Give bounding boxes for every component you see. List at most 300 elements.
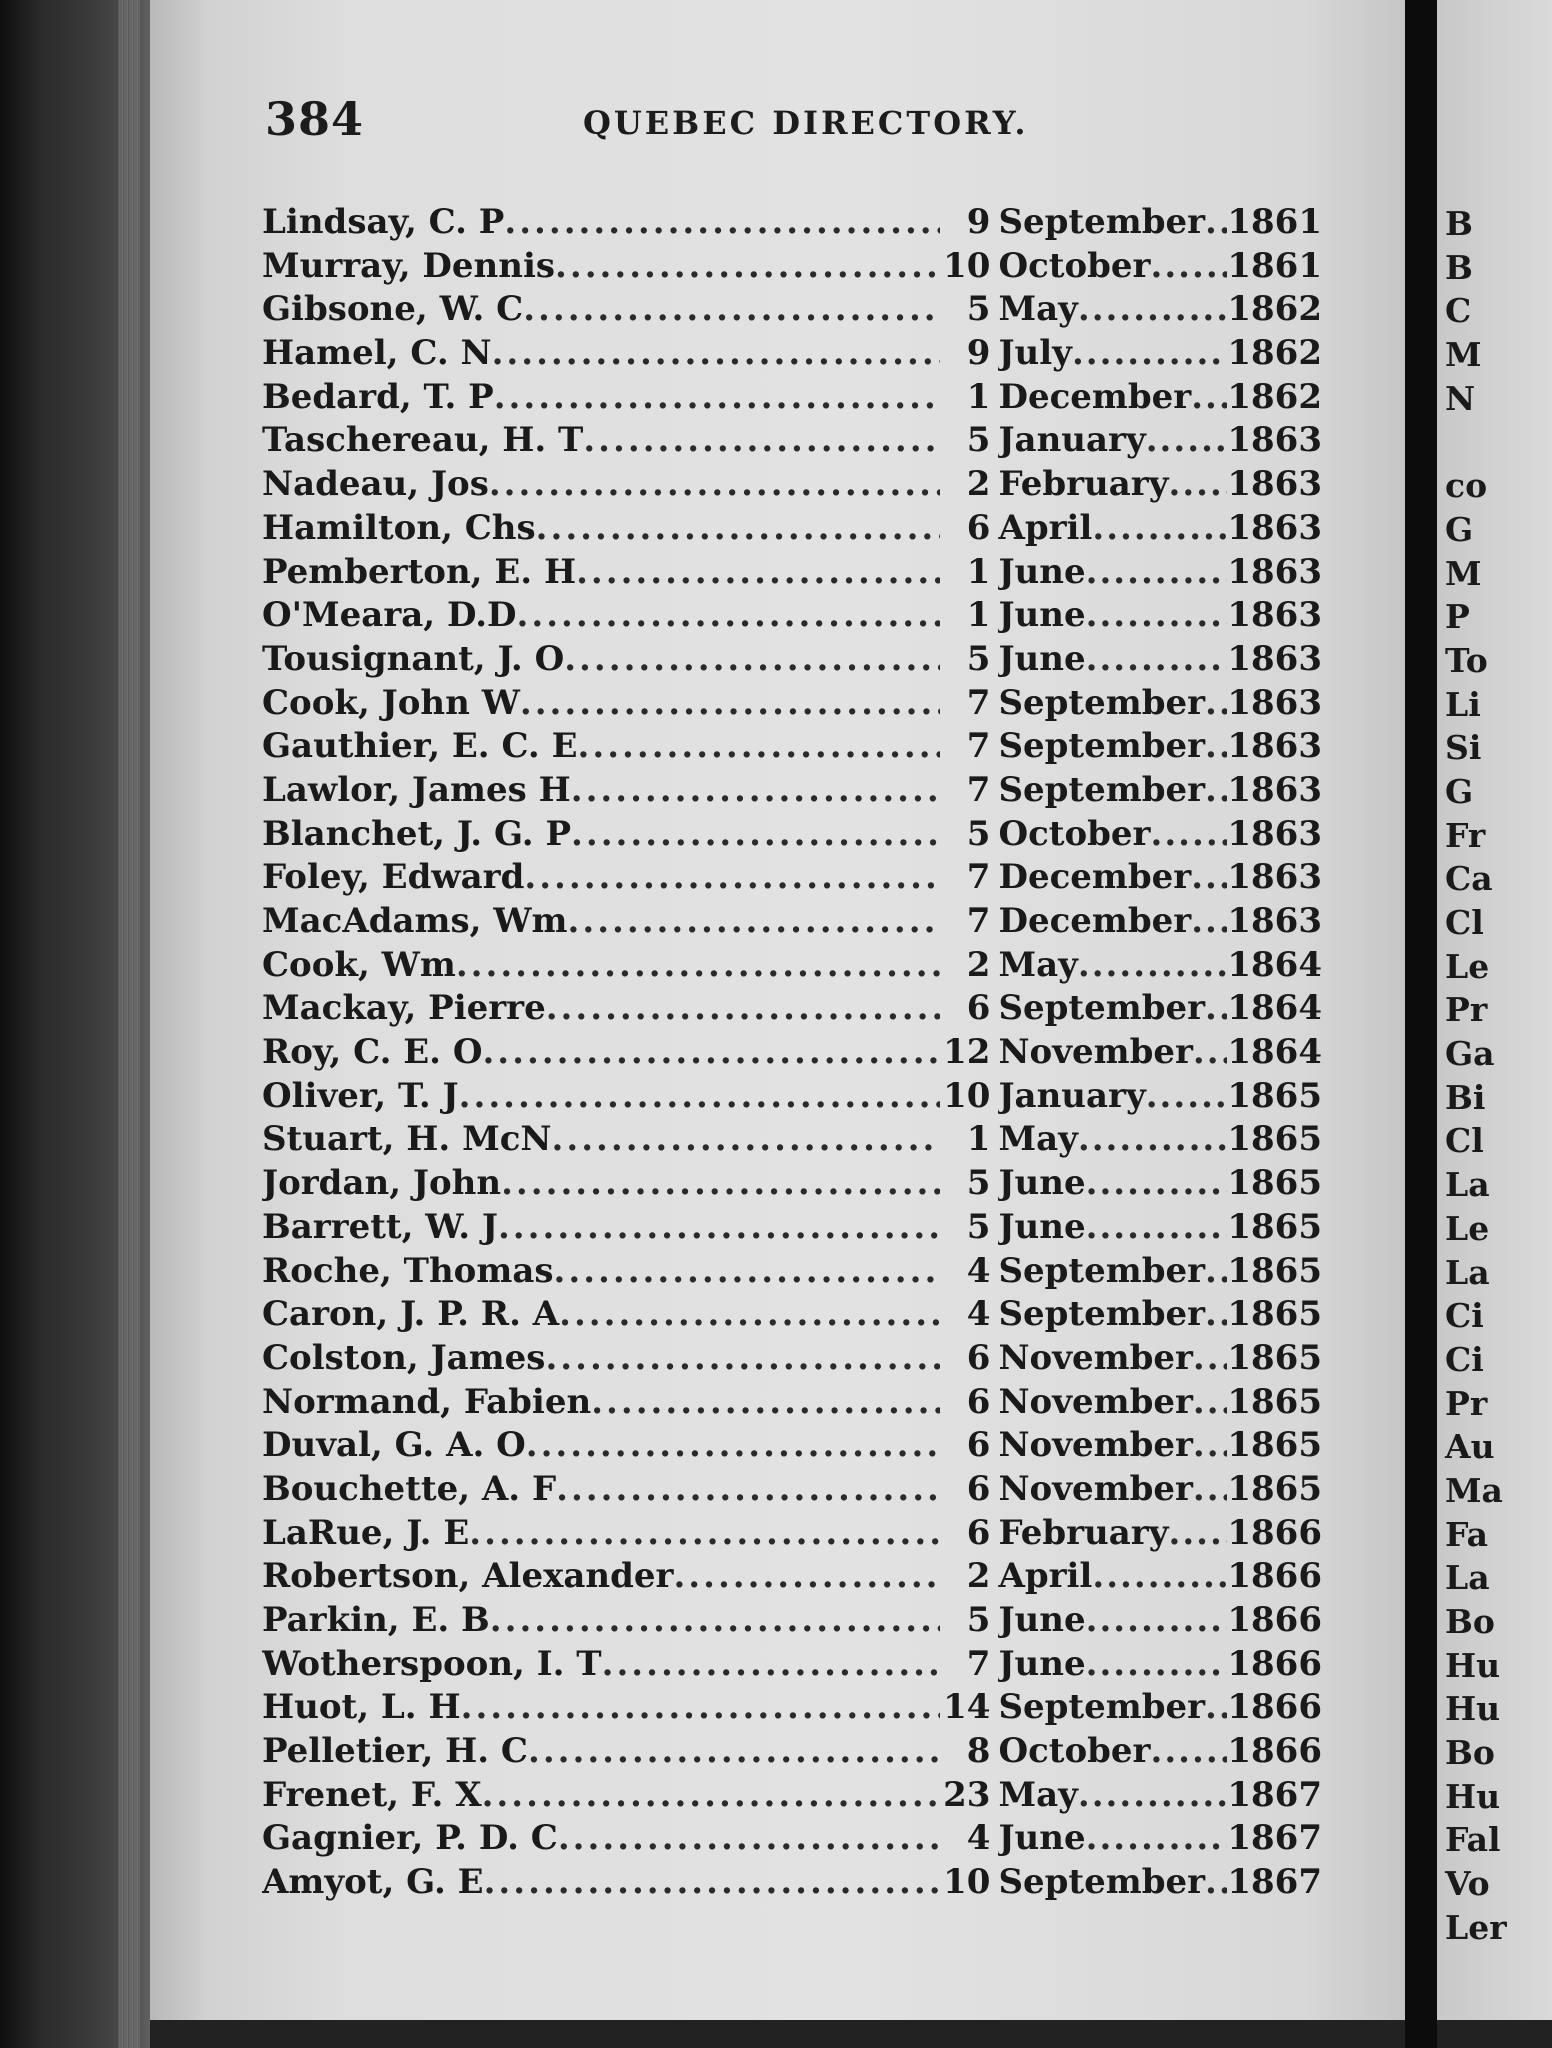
entry-date-leader bbox=[998, 1469, 1322, 1509]
entry-date-leader bbox=[998, 1775, 1322, 1815]
entry-year: 1865 bbox=[1227, 1294, 1322, 1335]
entry-name-leader bbox=[262, 1076, 940, 1116]
entry-name-leader bbox=[262, 1600, 940, 1640]
entry-name: Gibsone, W. C bbox=[262, 289, 524, 330]
entry-name: Hamilton, Chs bbox=[262, 507, 536, 548]
entry-name-leader bbox=[262, 333, 940, 373]
dot-leader bbox=[536, 508, 941, 548]
directory-entry bbox=[262, 289, 1322, 333]
dot-leader bbox=[528, 1731, 940, 1771]
directory-entry bbox=[262, 901, 1322, 945]
entry-day: 5 bbox=[966, 638, 991, 679]
entry-name-leader bbox=[262, 639, 940, 679]
entry-name-leader bbox=[262, 202, 940, 242]
right-page-fragment: M bbox=[1445, 335, 1482, 375]
dot-leader bbox=[552, 1119, 941, 1159]
dot-leader bbox=[555, 246, 940, 286]
right-page-fragment: Bo bbox=[1445, 1733, 1495, 1773]
entry-month: September bbox=[998, 1250, 1206, 1291]
right-page-fragments bbox=[1445, 204, 1507, 1952]
directory-entry bbox=[262, 420, 1322, 464]
right-page-fragment: Hu bbox=[1445, 1776, 1501, 1816]
entry-name: Caron, J. P. R. A bbox=[262, 1294, 560, 1335]
entry-date-leader bbox=[998, 1251, 1322, 1291]
dot-leader bbox=[1150, 814, 1227, 854]
directory-entry bbox=[262, 1687, 1322, 1731]
entry-name-leader bbox=[262, 1862, 940, 1902]
page-number: 384 bbox=[265, 92, 365, 146]
entry-year: 1863 bbox=[1227, 813, 1322, 854]
entry-date-leader bbox=[998, 726, 1322, 766]
entry-day: 5 bbox=[966, 813, 991, 854]
entry-month: January bbox=[998, 420, 1146, 461]
dot-leader bbox=[1205, 683, 1227, 723]
dot-leader bbox=[673, 1556, 940, 1596]
entry-date-leader bbox=[998, 1032, 1322, 1072]
entry-day: 6 bbox=[966, 1425, 991, 1466]
entry-name: Frenet, F. X bbox=[262, 1774, 482, 1815]
entry-date-leader bbox=[998, 901, 1322, 941]
entry-name-leader bbox=[262, 770, 940, 810]
dot-leader bbox=[1193, 1382, 1227, 1422]
right-page-fragment: B bbox=[1445, 204, 1473, 243]
right-page-fragment bbox=[1445, 422, 1507, 466]
entry-name-leader bbox=[262, 683, 940, 723]
entry-name: Lindsay, C. P bbox=[262, 202, 505, 242]
entry-year: 1863 bbox=[1227, 464, 1322, 505]
entry-day: 5 bbox=[966, 1600, 991, 1640]
entry-month: February bbox=[998, 1512, 1169, 1553]
entry-date-leader bbox=[998, 1513, 1322, 1553]
entry-name-leader bbox=[262, 1556, 940, 1596]
entry-year: 1865 bbox=[1227, 1119, 1322, 1160]
entry-date-leader bbox=[998, 595, 1322, 635]
entry-date-leader bbox=[998, 420, 1322, 460]
entry-name: Nadeau, Jos bbox=[262, 464, 489, 505]
entry-month: November bbox=[998, 1381, 1193, 1422]
right-page-fragment: N bbox=[1445, 378, 1476, 418]
right-page-fragment: Pr bbox=[1445, 990, 1488, 1030]
dot-leader bbox=[1086, 1163, 1228, 1203]
entry-year: 1861 bbox=[1227, 245, 1322, 286]
entry-name: Huot, L. H bbox=[262, 1687, 461, 1728]
right-page-fragment: Le bbox=[1445, 1208, 1490, 1248]
directory-entry bbox=[262, 1425, 1322, 1469]
entry-year: 1866 bbox=[1227, 1600, 1322, 1640]
entry-year: 1867 bbox=[1227, 1774, 1322, 1815]
dot-leader bbox=[1193, 1469, 1227, 1509]
entry-month: September bbox=[998, 1687, 1206, 1728]
entry-name-leader bbox=[262, 1687, 940, 1727]
entry-month: November bbox=[998, 1468, 1193, 1509]
entry-name: Duval, G. A. O bbox=[262, 1425, 526, 1466]
directory-entry bbox=[262, 1163, 1322, 1207]
entry-month: December bbox=[998, 376, 1192, 417]
entry-name-leader bbox=[262, 901, 940, 941]
entry-year: 1866 bbox=[1227, 1731, 1322, 1772]
entry-day: 5 bbox=[966, 1206, 991, 1247]
entry-date-leader bbox=[998, 246, 1322, 286]
running-head: QUEBEC DIRECTORY. bbox=[583, 104, 1029, 142]
dot-leader bbox=[568, 901, 941, 941]
entry-day: 2 bbox=[966, 464, 991, 505]
entry-day: 1 bbox=[966, 1119, 991, 1160]
right-page bbox=[1437, 0, 1552, 2048]
dot-leader bbox=[1205, 770, 1227, 810]
directory-entry bbox=[262, 1644, 1322, 1688]
entry-year: 1863 bbox=[1227, 595, 1322, 636]
entry-name: Blanchet, J. G. P bbox=[262, 813, 572, 854]
entry-year: 1863 bbox=[1227, 551, 1322, 592]
right-page-fragment: La bbox=[1445, 1165, 1490, 1205]
directory-entry bbox=[262, 857, 1322, 901]
directory-entry bbox=[262, 1207, 1322, 1251]
right-page-fragment: Vo bbox=[1445, 1864, 1490, 1904]
directory-entry bbox=[262, 770, 1322, 814]
entry-name: Pemberton, E. H bbox=[262, 551, 577, 592]
right-page-fragment: co bbox=[1445, 466, 1488, 506]
dot-leader bbox=[571, 814, 940, 854]
entry-month: September bbox=[998, 682, 1206, 723]
page-gutter bbox=[1405, 0, 1437, 2048]
dot-leader bbox=[559, 1294, 940, 1334]
dot-leader bbox=[1150, 246, 1227, 286]
entry-name-leader bbox=[262, 814, 940, 854]
dot-leader bbox=[591, 1382, 940, 1422]
entry-name: Gagnier, P. D. C bbox=[262, 1818, 558, 1859]
dot-leader bbox=[1092, 1556, 1227, 1596]
entry-date-leader bbox=[998, 1425, 1322, 1465]
entry-year: 1864 bbox=[1227, 1032, 1322, 1073]
entry-year: 1863 bbox=[1227, 769, 1322, 810]
entry-name: Pelletier, H. C bbox=[262, 1731, 528, 1772]
entry-name: Jordan, John bbox=[262, 1163, 502, 1204]
directory-entry bbox=[262, 1338, 1322, 1382]
directory-entry bbox=[262, 726, 1322, 770]
dot-leader bbox=[482, 1032, 940, 1072]
entry-day: 14 bbox=[943, 1687, 991, 1728]
entry-year: 1862 bbox=[1227, 289, 1322, 330]
entry-year: 1866 bbox=[1227, 1556, 1322, 1597]
dot-leader bbox=[498, 1207, 940, 1247]
entry-month: July bbox=[998, 333, 1072, 374]
entry-name: Barrett, W. J bbox=[262, 1206, 498, 1247]
dot-leader bbox=[1146, 420, 1228, 460]
directory-entry bbox=[262, 1119, 1322, 1163]
directory-entry bbox=[262, 1818, 1322, 1862]
entry-year: 1864 bbox=[1227, 988, 1322, 1029]
entry-name: Hamel, C. N bbox=[262, 333, 492, 374]
entry-month: November bbox=[998, 1337, 1193, 1378]
entry-date-leader bbox=[998, 945, 1322, 985]
dot-leader bbox=[1193, 1338, 1227, 1378]
entry-name-leader bbox=[262, 1163, 940, 1203]
dot-leader bbox=[1086, 595, 1228, 635]
entry-day: 6 bbox=[966, 1337, 991, 1378]
dot-leader bbox=[578, 726, 941, 766]
entry-month: February bbox=[998, 464, 1169, 505]
entry-name-leader bbox=[262, 552, 940, 592]
entry-day: 1 bbox=[966, 595, 991, 636]
entry-name-leader bbox=[262, 1469, 940, 1509]
entry-year: 1867 bbox=[1227, 1818, 1322, 1859]
dot-leader bbox=[602, 1644, 941, 1684]
directory-entry bbox=[262, 988, 1322, 1032]
right-page-fragment: P bbox=[1445, 597, 1470, 637]
right-page-fragment: Ci bbox=[1445, 1339, 1484, 1379]
entry-name-leader bbox=[262, 1425, 940, 1465]
entry-year: 1866 bbox=[1227, 1643, 1322, 1684]
dot-leader bbox=[1191, 377, 1227, 417]
right-page-fragment: Cl bbox=[1445, 903, 1484, 942]
entry-day: 7 bbox=[966, 726, 991, 767]
entry-day: 4 bbox=[966, 1818, 991, 1859]
entry-month: May bbox=[998, 1119, 1078, 1160]
right-page-fragment: Si bbox=[1445, 728, 1482, 768]
entry-name: O'Meara, D.D bbox=[262, 595, 517, 636]
entry-month: October bbox=[998, 1731, 1151, 1772]
dot-leader bbox=[1086, 1644, 1228, 1684]
entry-name-leader bbox=[262, 1338, 940, 1378]
right-page-fragment: Ci bbox=[1445, 1296, 1484, 1336]
entry-month: December bbox=[998, 857, 1192, 898]
page-edges bbox=[118, 0, 140, 2048]
dot-leader bbox=[1205, 1294, 1227, 1334]
entry-day: 4 bbox=[966, 1250, 991, 1291]
entry-day: 10 bbox=[943, 1075, 991, 1116]
directory-entry bbox=[262, 464, 1322, 508]
entry-date-leader bbox=[998, 508, 1322, 548]
entry-date-leader bbox=[998, 857, 1322, 897]
directory-entry bbox=[262, 1862, 1322, 1906]
dot-leader bbox=[1193, 1032, 1227, 1072]
entry-name-leader bbox=[262, 988, 940, 1028]
dot-leader bbox=[571, 770, 941, 810]
right-page-fragment: Ler bbox=[1445, 1907, 1507, 1947]
dot-leader bbox=[1146, 1076, 1228, 1116]
entry-month: December bbox=[998, 901, 1192, 941]
right-page-fragment: Cl bbox=[1445, 1121, 1484, 1161]
dot-leader bbox=[576, 552, 940, 592]
entry-day: 5 bbox=[966, 289, 991, 330]
entry-name: Cook, John W bbox=[262, 682, 520, 723]
directory-entry bbox=[262, 1556, 1322, 1600]
entry-date-leader bbox=[998, 552, 1322, 592]
dot-leader bbox=[461, 1687, 941, 1727]
dot-leader bbox=[469, 1513, 940, 1553]
entry-date-leader bbox=[998, 1163, 1322, 1203]
entry-name: Amyot, G. E bbox=[262, 1862, 484, 1903]
entry-day: 6 bbox=[966, 1512, 991, 1553]
entry-month: June bbox=[998, 1818, 1086, 1859]
entry-name: Lawlor, James H bbox=[262, 769, 571, 810]
entry-year: 1866 bbox=[1227, 1687, 1322, 1728]
entry-date-leader bbox=[998, 464, 1322, 504]
right-page-fragment: C bbox=[1445, 291, 1472, 331]
right-page-fragment: Fr bbox=[1445, 815, 1486, 855]
dot-leader bbox=[1193, 1425, 1227, 1465]
entry-year: 1865 bbox=[1227, 1163, 1322, 1204]
entry-date-leader bbox=[998, 1119, 1322, 1159]
dot-leader bbox=[1078, 1775, 1227, 1815]
entry-day: 8 bbox=[966, 1731, 991, 1772]
directory-entry bbox=[262, 333, 1322, 377]
entry-year: 1865 bbox=[1227, 1337, 1322, 1378]
dot-leader bbox=[456, 945, 941, 985]
entry-name-leader bbox=[262, 726, 940, 766]
directory-entry bbox=[262, 1600, 1322, 1644]
entry-date-leader bbox=[998, 683, 1322, 723]
entry-day: 2 bbox=[966, 944, 991, 985]
dot-leader bbox=[1191, 901, 1227, 941]
entry-date-leader bbox=[998, 333, 1322, 373]
entry-month: September bbox=[998, 202, 1206, 242]
entry-month: November bbox=[998, 1032, 1193, 1073]
right-page-fragment: Ca bbox=[1445, 859, 1493, 899]
right-page-fragment: Au bbox=[1445, 1427, 1495, 1467]
entry-day: 7 bbox=[966, 682, 991, 723]
entry-name: Cook, Wm bbox=[262, 944, 456, 985]
page-header bbox=[265, 92, 1045, 152]
entry-name-leader bbox=[262, 1032, 940, 1072]
entry-year: 1862 bbox=[1227, 333, 1322, 374]
right-page-fragment: Li bbox=[1445, 684, 1481, 724]
entry-month: June bbox=[998, 1163, 1086, 1204]
entry-name-leader bbox=[262, 595, 940, 635]
right-page-fragment: Hu bbox=[1445, 1645, 1501, 1685]
entry-name: Foley, Edward bbox=[262, 857, 525, 898]
entry-month: April bbox=[998, 507, 1093, 548]
entry-name-leader bbox=[262, 1513, 940, 1553]
entry-name-leader bbox=[262, 377, 940, 417]
entry-month: May bbox=[998, 289, 1078, 330]
entry-month: May bbox=[998, 1774, 1078, 1815]
entry-month: September bbox=[998, 726, 1206, 767]
entry-date-leader bbox=[998, 377, 1322, 417]
entry-day: 12 bbox=[943, 1032, 991, 1073]
dot-leader bbox=[484, 1862, 941, 1902]
entry-date-leader bbox=[998, 1731, 1322, 1771]
entry-name-leader bbox=[262, 289, 940, 329]
entry-month: May bbox=[998, 944, 1078, 985]
entry-name-leader bbox=[262, 464, 940, 504]
dot-leader bbox=[524, 857, 940, 897]
right-page-fragment: La bbox=[1445, 1252, 1490, 1292]
directory-entry bbox=[262, 1731, 1322, 1775]
entry-name: Taschereau, H. T bbox=[262, 420, 584, 461]
entry-day: 5 bbox=[966, 1163, 991, 1204]
entry-month: June bbox=[998, 638, 1086, 679]
entry-year: 1863 bbox=[1227, 638, 1322, 679]
entry-date-leader bbox=[998, 1687, 1322, 1727]
entry-year: 1861 bbox=[1227, 202, 1322, 242]
entry-day: 1 bbox=[966, 376, 991, 417]
right-page-fragment: La bbox=[1445, 1558, 1490, 1598]
entry-date-leader bbox=[998, 1556, 1322, 1596]
entry-day: 6 bbox=[966, 507, 991, 548]
dot-leader bbox=[583, 420, 940, 460]
right-page-fragment: Bi bbox=[1445, 1077, 1486, 1117]
dot-leader bbox=[1205, 726, 1227, 766]
entry-date-leader bbox=[998, 639, 1322, 679]
entry-year: 1865 bbox=[1227, 1425, 1322, 1466]
directory-entry bbox=[262, 595, 1322, 639]
entry-date-leader bbox=[998, 1862, 1322, 1902]
entry-date-leader bbox=[998, 770, 1322, 810]
entry-year: 1864 bbox=[1227, 944, 1322, 985]
entry-name-leader bbox=[262, 1119, 940, 1159]
entry-date-leader bbox=[998, 289, 1322, 329]
dot-leader bbox=[1086, 1600, 1228, 1640]
right-page-fragment: Pr bbox=[1445, 1383, 1488, 1423]
entry-name-leader bbox=[262, 1818, 940, 1858]
directory-entry bbox=[262, 1076, 1322, 1120]
entry-name: Bedard, T. P bbox=[262, 376, 494, 417]
directory-entry bbox=[262, 639, 1322, 683]
directory-entry bbox=[262, 246, 1322, 290]
dot-leader bbox=[1191, 857, 1227, 897]
dot-leader bbox=[1168, 464, 1227, 504]
right-page-fragment: G bbox=[1445, 509, 1474, 549]
entry-date-leader bbox=[998, 1338, 1322, 1378]
entry-name: Bouchette, A. F bbox=[262, 1468, 557, 1509]
entry-name-leader bbox=[262, 1251, 940, 1291]
entry-name: Gauthier, E. C. E bbox=[262, 726, 578, 767]
right-page-fragment: Bo bbox=[1445, 1602, 1495, 1641]
dot-leader bbox=[1205, 1687, 1227, 1727]
dot-leader bbox=[1205, 202, 1227, 242]
entry-year: 1865 bbox=[1227, 1468, 1322, 1509]
entry-date-leader bbox=[998, 1207, 1322, 1247]
dot-leader bbox=[501, 1163, 940, 1203]
directory-entry bbox=[262, 1032, 1322, 1076]
dot-leader bbox=[1205, 1862, 1227, 1902]
directory-entry bbox=[262, 1382, 1322, 1426]
entry-month: November bbox=[998, 1425, 1193, 1466]
entry-date-leader bbox=[998, 202, 1322, 242]
entry-name: Murray, Dennis bbox=[262, 245, 556, 286]
right-page-fragment: G bbox=[1445, 771, 1474, 811]
dot-leader bbox=[1150, 1731, 1227, 1771]
entry-date-leader bbox=[998, 1382, 1322, 1422]
dot-leader bbox=[490, 1600, 941, 1640]
directory-entry bbox=[262, 202, 1322, 246]
entry-year: 1863 bbox=[1227, 682, 1322, 723]
entry-month: September bbox=[998, 769, 1206, 810]
directory-entry bbox=[262, 1251, 1322, 1295]
entry-name-leader bbox=[262, 857, 940, 897]
dot-leader bbox=[558, 1818, 941, 1858]
entry-month: September bbox=[998, 1294, 1206, 1335]
entry-day: 7 bbox=[966, 1643, 991, 1684]
directory-entry bbox=[262, 1469, 1322, 1513]
entry-name-leader bbox=[262, 945, 940, 985]
directory-entry bbox=[262, 1775, 1322, 1819]
entry-month: June bbox=[998, 595, 1086, 636]
entry-day: 1 bbox=[966, 551, 991, 592]
entry-name: Wotherspoon, I. T bbox=[262, 1643, 602, 1684]
dot-leader bbox=[564, 639, 940, 679]
dot-leader bbox=[494, 377, 941, 417]
entry-name: Parkin, E. B bbox=[262, 1600, 490, 1640]
dot-leader bbox=[1086, 639, 1228, 679]
directory-entry bbox=[262, 945, 1322, 989]
entry-name: Stuart, H. McN bbox=[262, 1119, 552, 1160]
directory-entry bbox=[262, 377, 1322, 421]
entry-date-leader bbox=[998, 1600, 1322, 1640]
right-page-fragment: Fal bbox=[1445, 1820, 1501, 1860]
entry-day: 7 bbox=[966, 901, 991, 941]
